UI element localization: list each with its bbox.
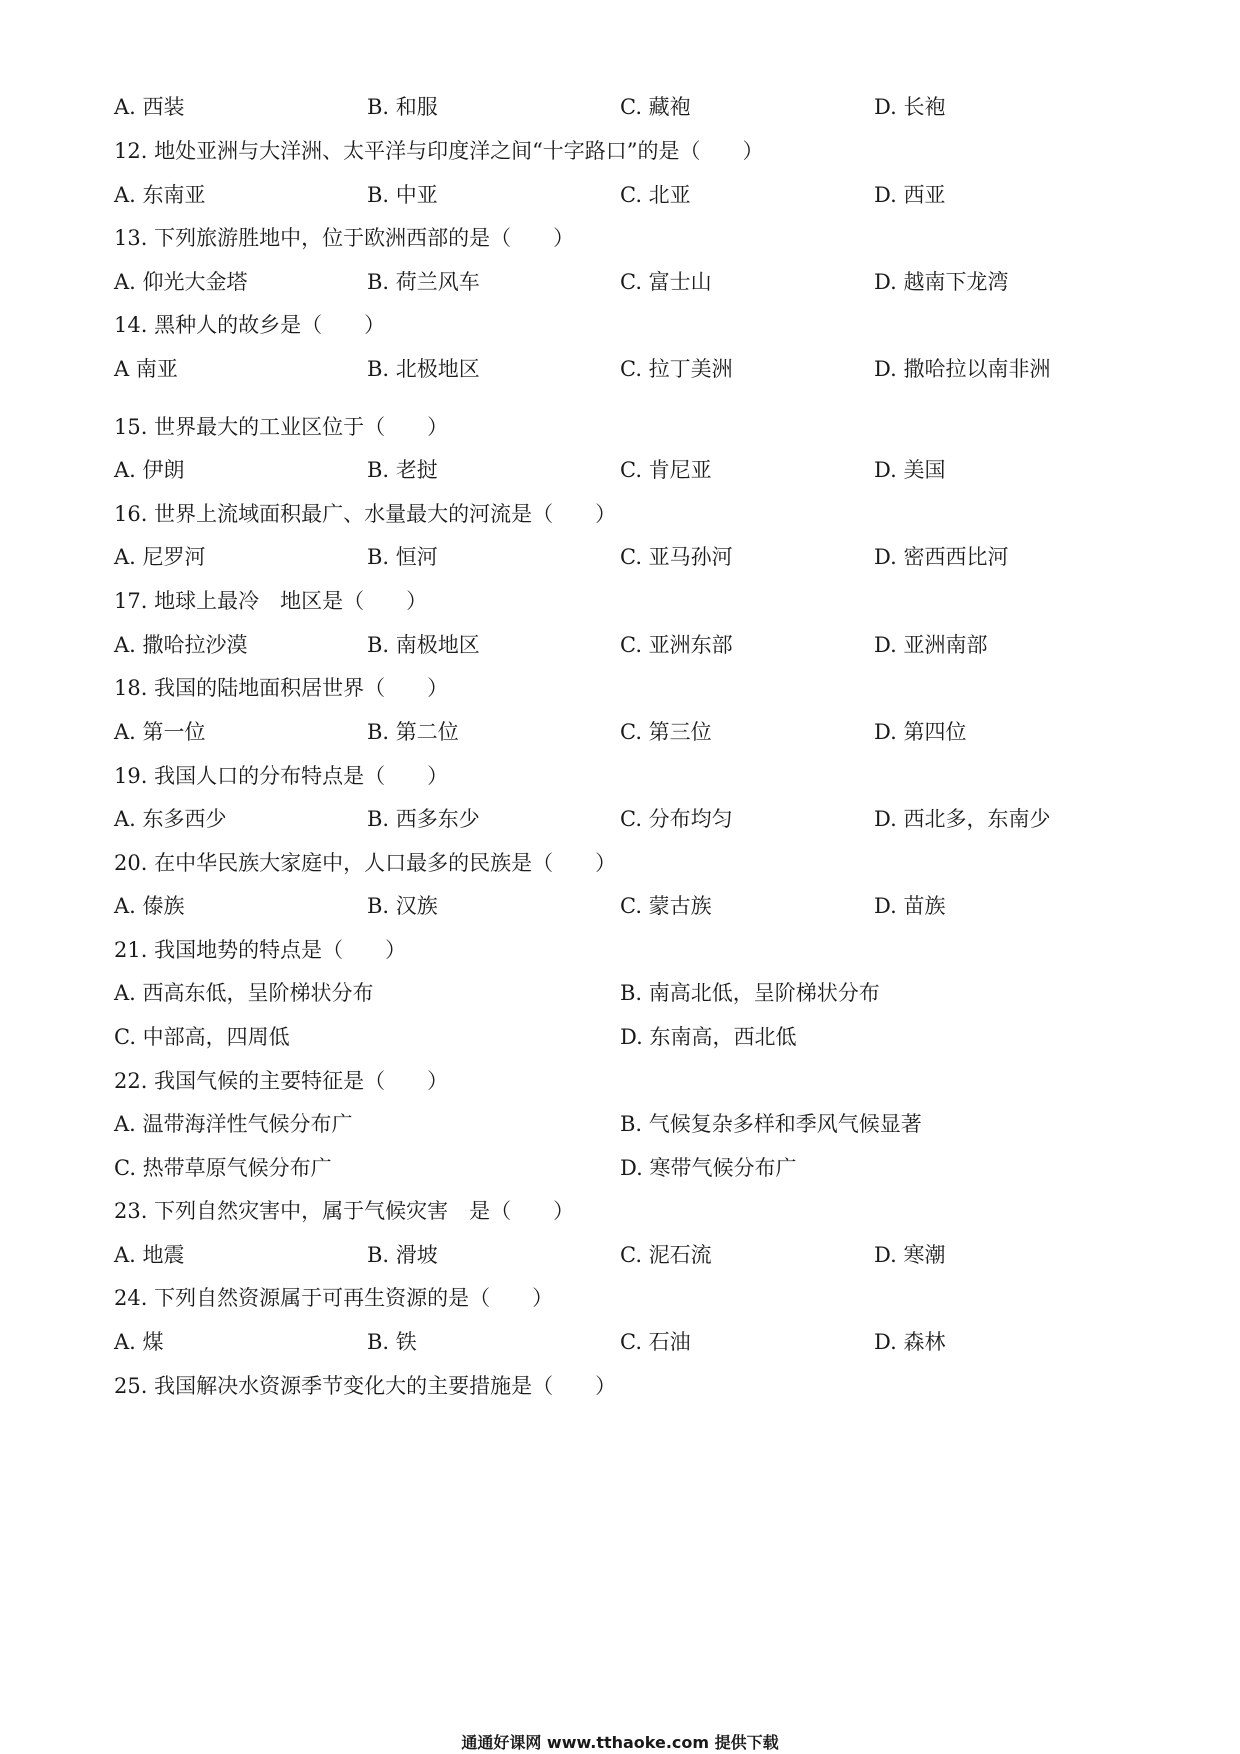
question-stem: 20. 在中华民族大家庭中，人口最多的民族是（ ） [114,851,617,875]
answer-option: A. 第一位 [114,720,206,744]
answer-option: C. 中部高，四周低 [114,1025,290,1049]
answer-option: A. 撒哈拉沙漠 [114,633,248,657]
answer-option: A. 西装 [114,95,185,119]
options-row [0,349,1240,389]
question-stem-row [0,218,1240,258]
options-row [0,175,1240,215]
answer-option: B. 铁 [367,1330,417,1354]
answer-option: C. 拉丁美洲 [620,357,733,381]
options-row [0,1148,1240,1188]
options-row [0,886,1240,926]
answer-option: D. 森林 [874,1330,946,1354]
question-stem-row [0,668,1240,708]
question-stem-row [0,1061,1240,1101]
question-stem-row [0,305,1240,345]
question-stem: 24. 下列自然资源属于可再生资源的是（ ） [114,1286,554,1310]
answer-option: A. 煤 [114,1330,164,1354]
answer-option: B. 第二位 [367,720,459,744]
answer-option: C. 石油 [620,1330,691,1354]
question-stem: 19. 我国人口的分布特点是（ ） [114,764,449,788]
options-row [0,1104,1240,1144]
answer-option: B. 恒河 [367,545,438,569]
page-footer: 通通好课网 www.tthaoke.com 提供下载 [461,1733,779,1752]
answer-option: B. 南极地区 [367,633,480,657]
question-stem: 23. 下列自然灾害中，属于气候灾害 是（ ） [114,1199,575,1223]
answer-option: D. 寒潮 [874,1243,946,1267]
answer-option: B. 汉族 [367,894,438,918]
question-stem: 13. 下列旅游胜地中，位于欧洲西部的是（ ） [114,226,575,250]
answer-option: B. 气候复杂多样和季风气候显著 [620,1112,922,1136]
options-row [0,87,1240,127]
question-stem: 12. 地处亚洲与大洋洲、太平洋与印度洋之间“十字路口”的是（ ） [114,139,764,163]
answer-option: C. 热带草原气候分布广 [114,1156,332,1180]
question-stem: 21. 我国地势的特点是（ ） [114,938,407,962]
question-stem-row [0,407,1240,447]
question-stem-row [0,494,1240,534]
options-row [0,1322,1240,1362]
options-row [0,537,1240,577]
answer-option: B. 和服 [367,95,438,119]
answer-option: D. 西北多，东南少 [874,807,1051,831]
answer-option: D. 寒带气候分布广 [620,1156,797,1180]
answer-option: A. 西高东低，呈阶梯状分布 [114,981,374,1005]
answer-option: A. 温带海洋性气候分布广 [114,1112,353,1136]
question-stem-row [0,756,1240,796]
question-stem: 22. 我国气候的主要特征是（ ） [114,1069,449,1093]
answer-option: A. 东南亚 [114,183,206,207]
options-row [0,1017,1240,1057]
answer-option: B. 荷兰风车 [367,270,480,294]
question-stem-row [0,843,1240,883]
answer-option: B. 老挝 [367,458,438,482]
answer-option: C. 亚洲东部 [620,633,733,657]
answer-option: C. 泥石流 [620,1243,712,1267]
answer-option: D. 东南高，西北低 [620,1025,797,1049]
question-stem-row [0,1366,1240,1406]
answer-option: A. 地震 [114,1243,185,1267]
answer-option: D. 苗族 [874,894,946,918]
answer-option: C. 肯尼亚 [620,458,712,482]
answer-option: A. 东多西少 [114,807,227,831]
question-stem-row [0,1278,1240,1318]
question-stem: 15. 世界最大的工业区位于（ ） [114,415,449,439]
options-row [0,1235,1240,1275]
options-row [0,625,1240,665]
answer-option: B. 西多东少 [367,807,480,831]
answer-option: D. 越南下龙湾 [874,270,1009,294]
question-stem-row [0,1191,1240,1231]
answer-option: C. 藏袍 [620,95,691,119]
answer-option: D. 亚洲南部 [874,633,988,657]
question-stem: 18. 我国的陆地面积居世界（ ） [114,676,449,700]
question-stem: 17. 地球上最冷 地区是（ ） [114,589,428,613]
answer-option: A. 仰光大金塔 [114,270,248,294]
answer-option: A. 伊朗 [114,458,185,482]
options-row [0,973,1240,1013]
answer-option: C. 亚马孙河 [620,545,733,569]
question-stem: 14. 黑种人的故乡是（ ） [114,313,386,337]
question-stem-row [0,131,1240,171]
question-stem-row [0,581,1240,621]
options-row [0,262,1240,302]
answer-option: C. 富士山 [620,270,712,294]
answer-option: C. 第三位 [620,720,712,744]
answer-option: C. 北亚 [620,183,691,207]
options-row [0,799,1240,839]
answer-option: D. 西亚 [874,183,946,207]
answer-option: B. 中亚 [367,183,438,207]
answer-option: A 南亚 [114,357,178,381]
answer-option: C. 分布均匀 [620,807,733,831]
answer-option: B. 北极地区 [367,357,480,381]
question-stem: 16. 世界上流域面积最广、水量最大的河流是（ ） [114,502,617,526]
question-stem-row [0,930,1240,970]
answer-option: D. 美国 [874,458,946,482]
answer-option: D. 第四位 [874,720,967,744]
answer-option: D. 密西西比河 [874,545,1009,569]
options-row [0,712,1240,752]
answer-option: D. 长袍 [874,95,946,119]
answer-option: C. 蒙古族 [620,894,712,918]
question-stem: 25. 我国解决水资源季节变化大的主要措施是（ ） [114,1374,617,1398]
options-row [0,450,1240,490]
answer-option: A. 尼罗河 [114,545,206,569]
answer-option: A. 傣族 [114,894,185,918]
answer-option: B. 南高北低，呈阶梯状分布 [620,981,880,1005]
answer-option: D. 撒哈拉以南非洲 [874,357,1051,381]
answer-option: B. 滑坡 [367,1243,438,1267]
